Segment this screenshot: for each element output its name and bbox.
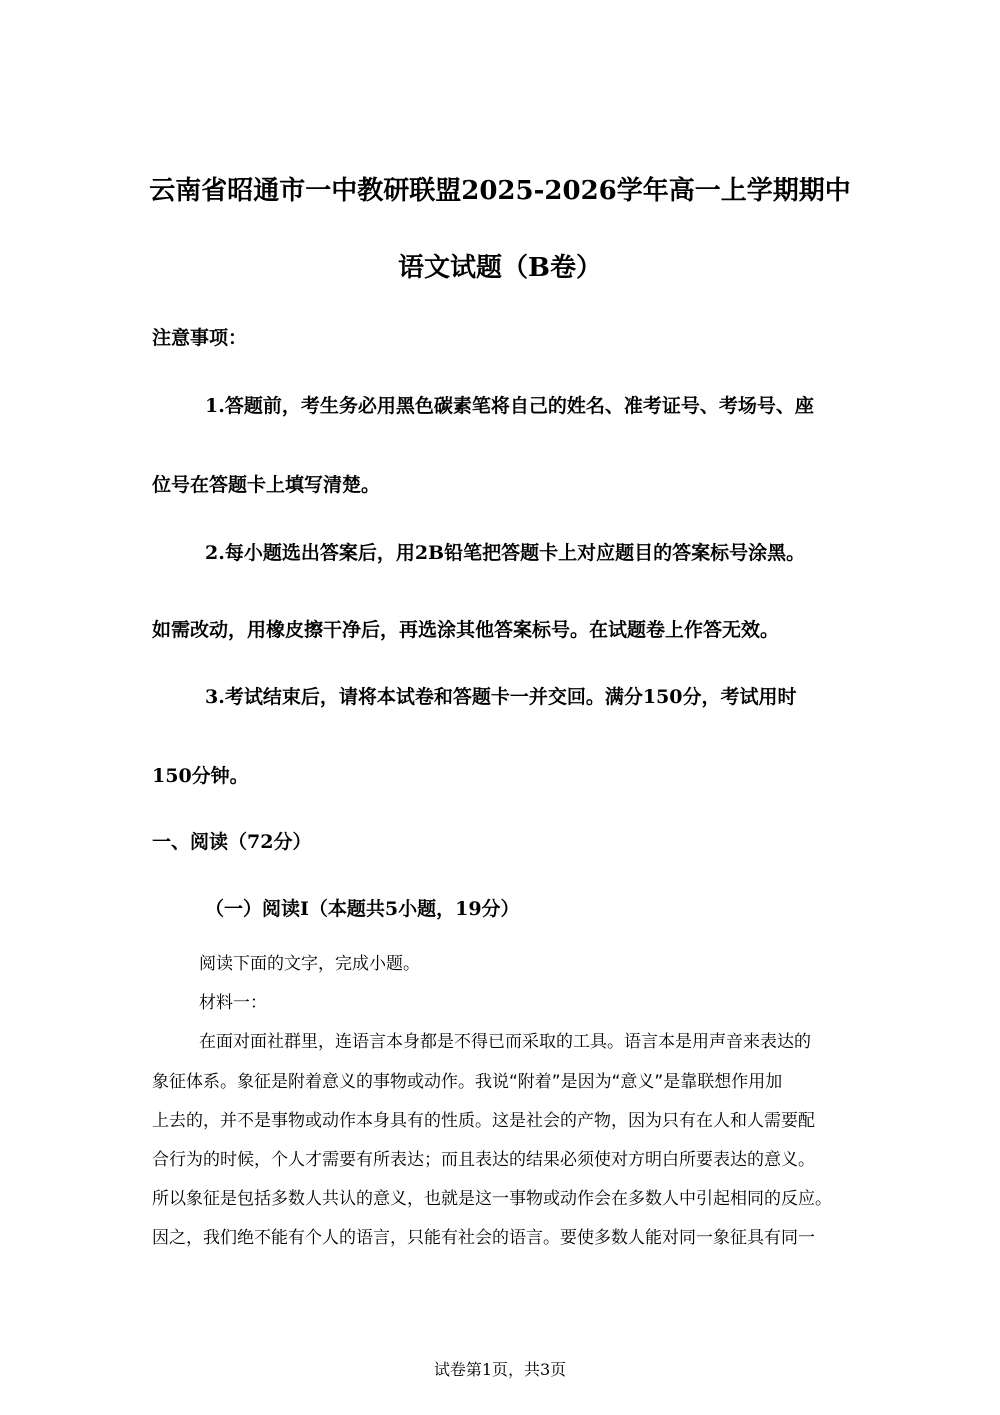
passage-line: 象征体系。象征是附着意义的事物或动作。我说“附着”是因为“意义”是靠联想作用加 bbox=[152, 1072, 783, 1092]
section-subheading: （一）阅读I（本题共5小题，19分） bbox=[205, 898, 520, 920]
notice-item-2-line-2: 如需改动，用橡皮擦干净后，再选涂其他答案标号。在试题卷上作答无效。 bbox=[152, 619, 780, 641]
page-title: 云南省昭通市一中教研联盟2025-2026学年高一上学期期中 bbox=[149, 176, 851, 206]
passage-line: 所以象征是包括多数人共认的意义，也就是这一事物或动作会在多数人中引起相同的反应。 bbox=[152, 1189, 832, 1209]
passage-line: 在面对面社群里，连语言本身都是不得已而采取的工具。语言本是用声音来表达的 bbox=[199, 1032, 811, 1052]
material-label: 材料一： bbox=[199, 993, 267, 1013]
passage-instruction: 阅读下面的文字，完成小题。 bbox=[199, 954, 420, 974]
notice-item-2-line-1: 2.每小题选出答案后，用2B铅笔把答题卡上对应题目的答案标号涂黑。 bbox=[205, 542, 806, 564]
page-footer: 试卷第1页，共3页 bbox=[433, 1360, 567, 1379]
notice-item-1-line-2: 位号在答题卡上填写清楚。 bbox=[152, 474, 381, 496]
passage-line: 合行为的时候，个人才需要有所表达；而且表达的结果必须使对方明白所要表达的意义。 bbox=[152, 1150, 815, 1170]
notice-item-1-line-1: 1.答题前，考生务必用黑色碳素笔将自己的姓名、准考证号、考场号、座 bbox=[205, 395, 814, 417]
section-heading: 一、阅读（72分） bbox=[152, 831, 312, 853]
page-subtitle: 语文试题（B卷） bbox=[398, 253, 602, 283]
notice-item-3-line-2: 150分钟。 bbox=[152, 765, 249, 787]
notice-item-3-line-1: 3.考试结束后，请将本试卷和答题卡一并交回。满分150分，考试用时 bbox=[205, 686, 797, 708]
passage-line: 上去的，并不是事物或动作本身具有的性质。这是社会的产物，因为只有在人和人需要配 bbox=[152, 1111, 815, 1131]
passage-line: 因之，我们绝不能有个人的语言，只能有社会的语言。要使多数人能对同一象征具有同一 bbox=[152, 1228, 815, 1248]
notice-heading: 注意事项： bbox=[152, 327, 248, 349]
